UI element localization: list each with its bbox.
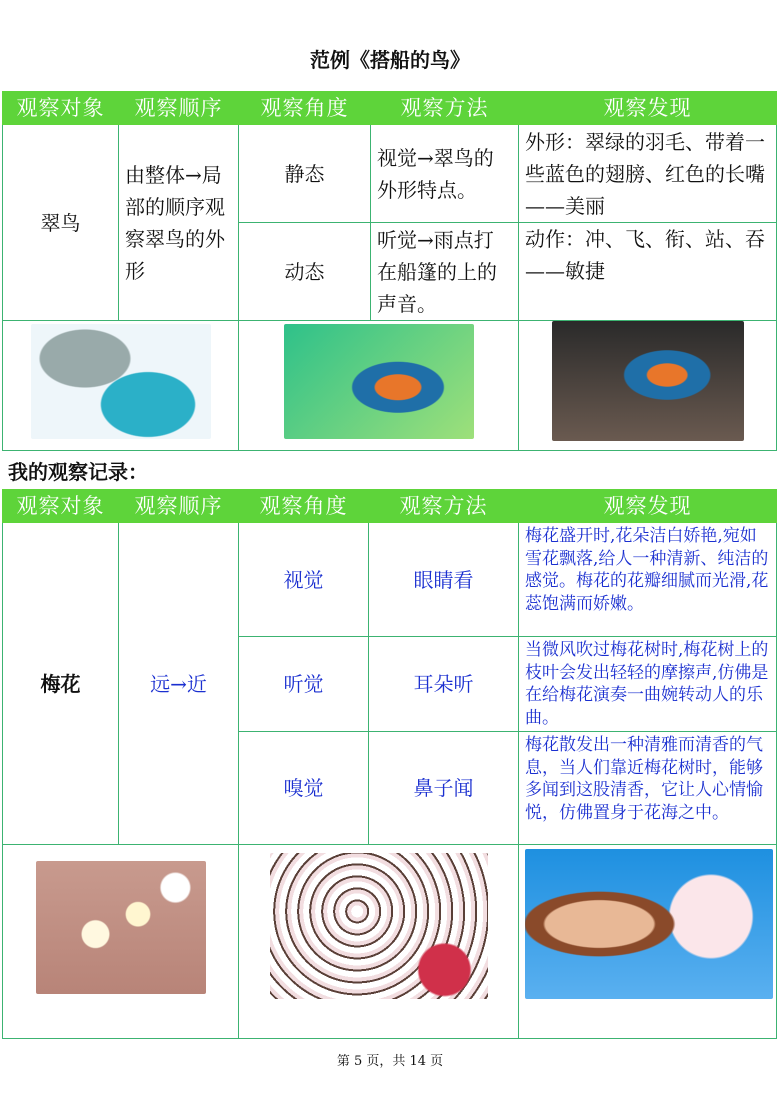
method-cell: 鼻子闻 [369, 732, 519, 845]
order-cell: 远→近 [119, 523, 239, 845]
header-angle: 观察角度 [239, 490, 369, 523]
angle-cell: 视觉 [239, 523, 369, 637]
header-row [3, 490, 777, 523]
header-method: 观察方法 [371, 92, 519, 125]
header-object: 观察对象 [3, 490, 119, 523]
finding-cell: 动作：冲、飞、衔、站、吞——敏捷 [519, 223, 777, 321]
angle-cell: 嗅觉 [239, 732, 369, 845]
header-order: 观察顺序 [119, 92, 239, 125]
angle-cell: 听觉 [239, 637, 369, 732]
method-cell: 耳朵听 [369, 637, 519, 732]
finding-cell: 当微风吹过梅花树时,梅花树上的枝叶会发出轻轻的摩擦声,仿佛是在给梅花演奏一曲婉转动人的乐曲。 [519, 637, 777, 732]
example-table [2, 91, 777, 451]
header-order: 观察顺序 [119, 490, 239, 523]
image-cell [3, 321, 239, 451]
image-cell [239, 845, 519, 1039]
table-row [3, 523, 777, 637]
kingfisher-image [284, 324, 474, 439]
table-row [3, 125, 777, 223]
method-cell: 眼睛看 [369, 523, 519, 637]
object-cell: 梅花 [3, 523, 119, 845]
header-row [3, 92, 777, 125]
image-row [3, 845, 777, 1039]
finding-cell: 外形：翠绿的羽毛、带着一些蓝色的翅膀、红色的长嘴——美丽 [519, 125, 777, 223]
page-title: 范例《搭船的鸟》 [310, 48, 470, 72]
my-record-heading: 我的观察记录： [8, 460, 148, 484]
header-object: 观察对象 [3, 92, 119, 125]
finding-cell: 梅花散发出一种清雅而清香的气息，当人们靠近梅花树时，能够多闻到这股清香，它让人心情愉悦，仿佛置身于花海之中。 [519, 732, 777, 845]
image-row [3, 321, 777, 451]
header-angle: 观察角度 [239, 92, 371, 125]
method-cell: 视觉→翠鸟的外形特点。 [371, 125, 519, 223]
page-footer: 第 5 页，共 14 页 [336, 1054, 444, 1069]
header-method: 观察方法 [369, 490, 519, 523]
child-smelling-flowers-image [525, 849, 773, 999]
angle-cell: 静态 [239, 125, 371, 223]
image-cell [3, 845, 239, 1039]
image-cell [519, 845, 777, 1039]
kingfisher-boat-image [31, 324, 211, 439]
angle-cell: 动态 [239, 223, 371, 321]
plum-tree-image [270, 853, 488, 999]
finding-cell: 梅花盛开时,花朵洁白娇艳,宛如雪花飘落,给人一种清新、纯洁的感觉。梅花的花瓣细腻而光滑,花蕊饱满而娇嫩。 [519, 523, 777, 637]
header-finding: 观察发现 [519, 92, 777, 125]
header-finding: 观察发现 [519, 490, 777, 523]
order-cell: 由整体→局部的顺序观察翠鸟的外形 [119, 125, 239, 321]
my-record-table [2, 489, 777, 1039]
image-cell [239, 321, 519, 451]
method-cell: 听觉→雨点打在船篷的上的声音。 [371, 223, 519, 321]
image-cell [519, 321, 777, 451]
kingfisher-fish-image [552, 321, 744, 441]
object-cell: 翠鸟 [3, 125, 119, 321]
plum-blossom-image [36, 861, 206, 994]
